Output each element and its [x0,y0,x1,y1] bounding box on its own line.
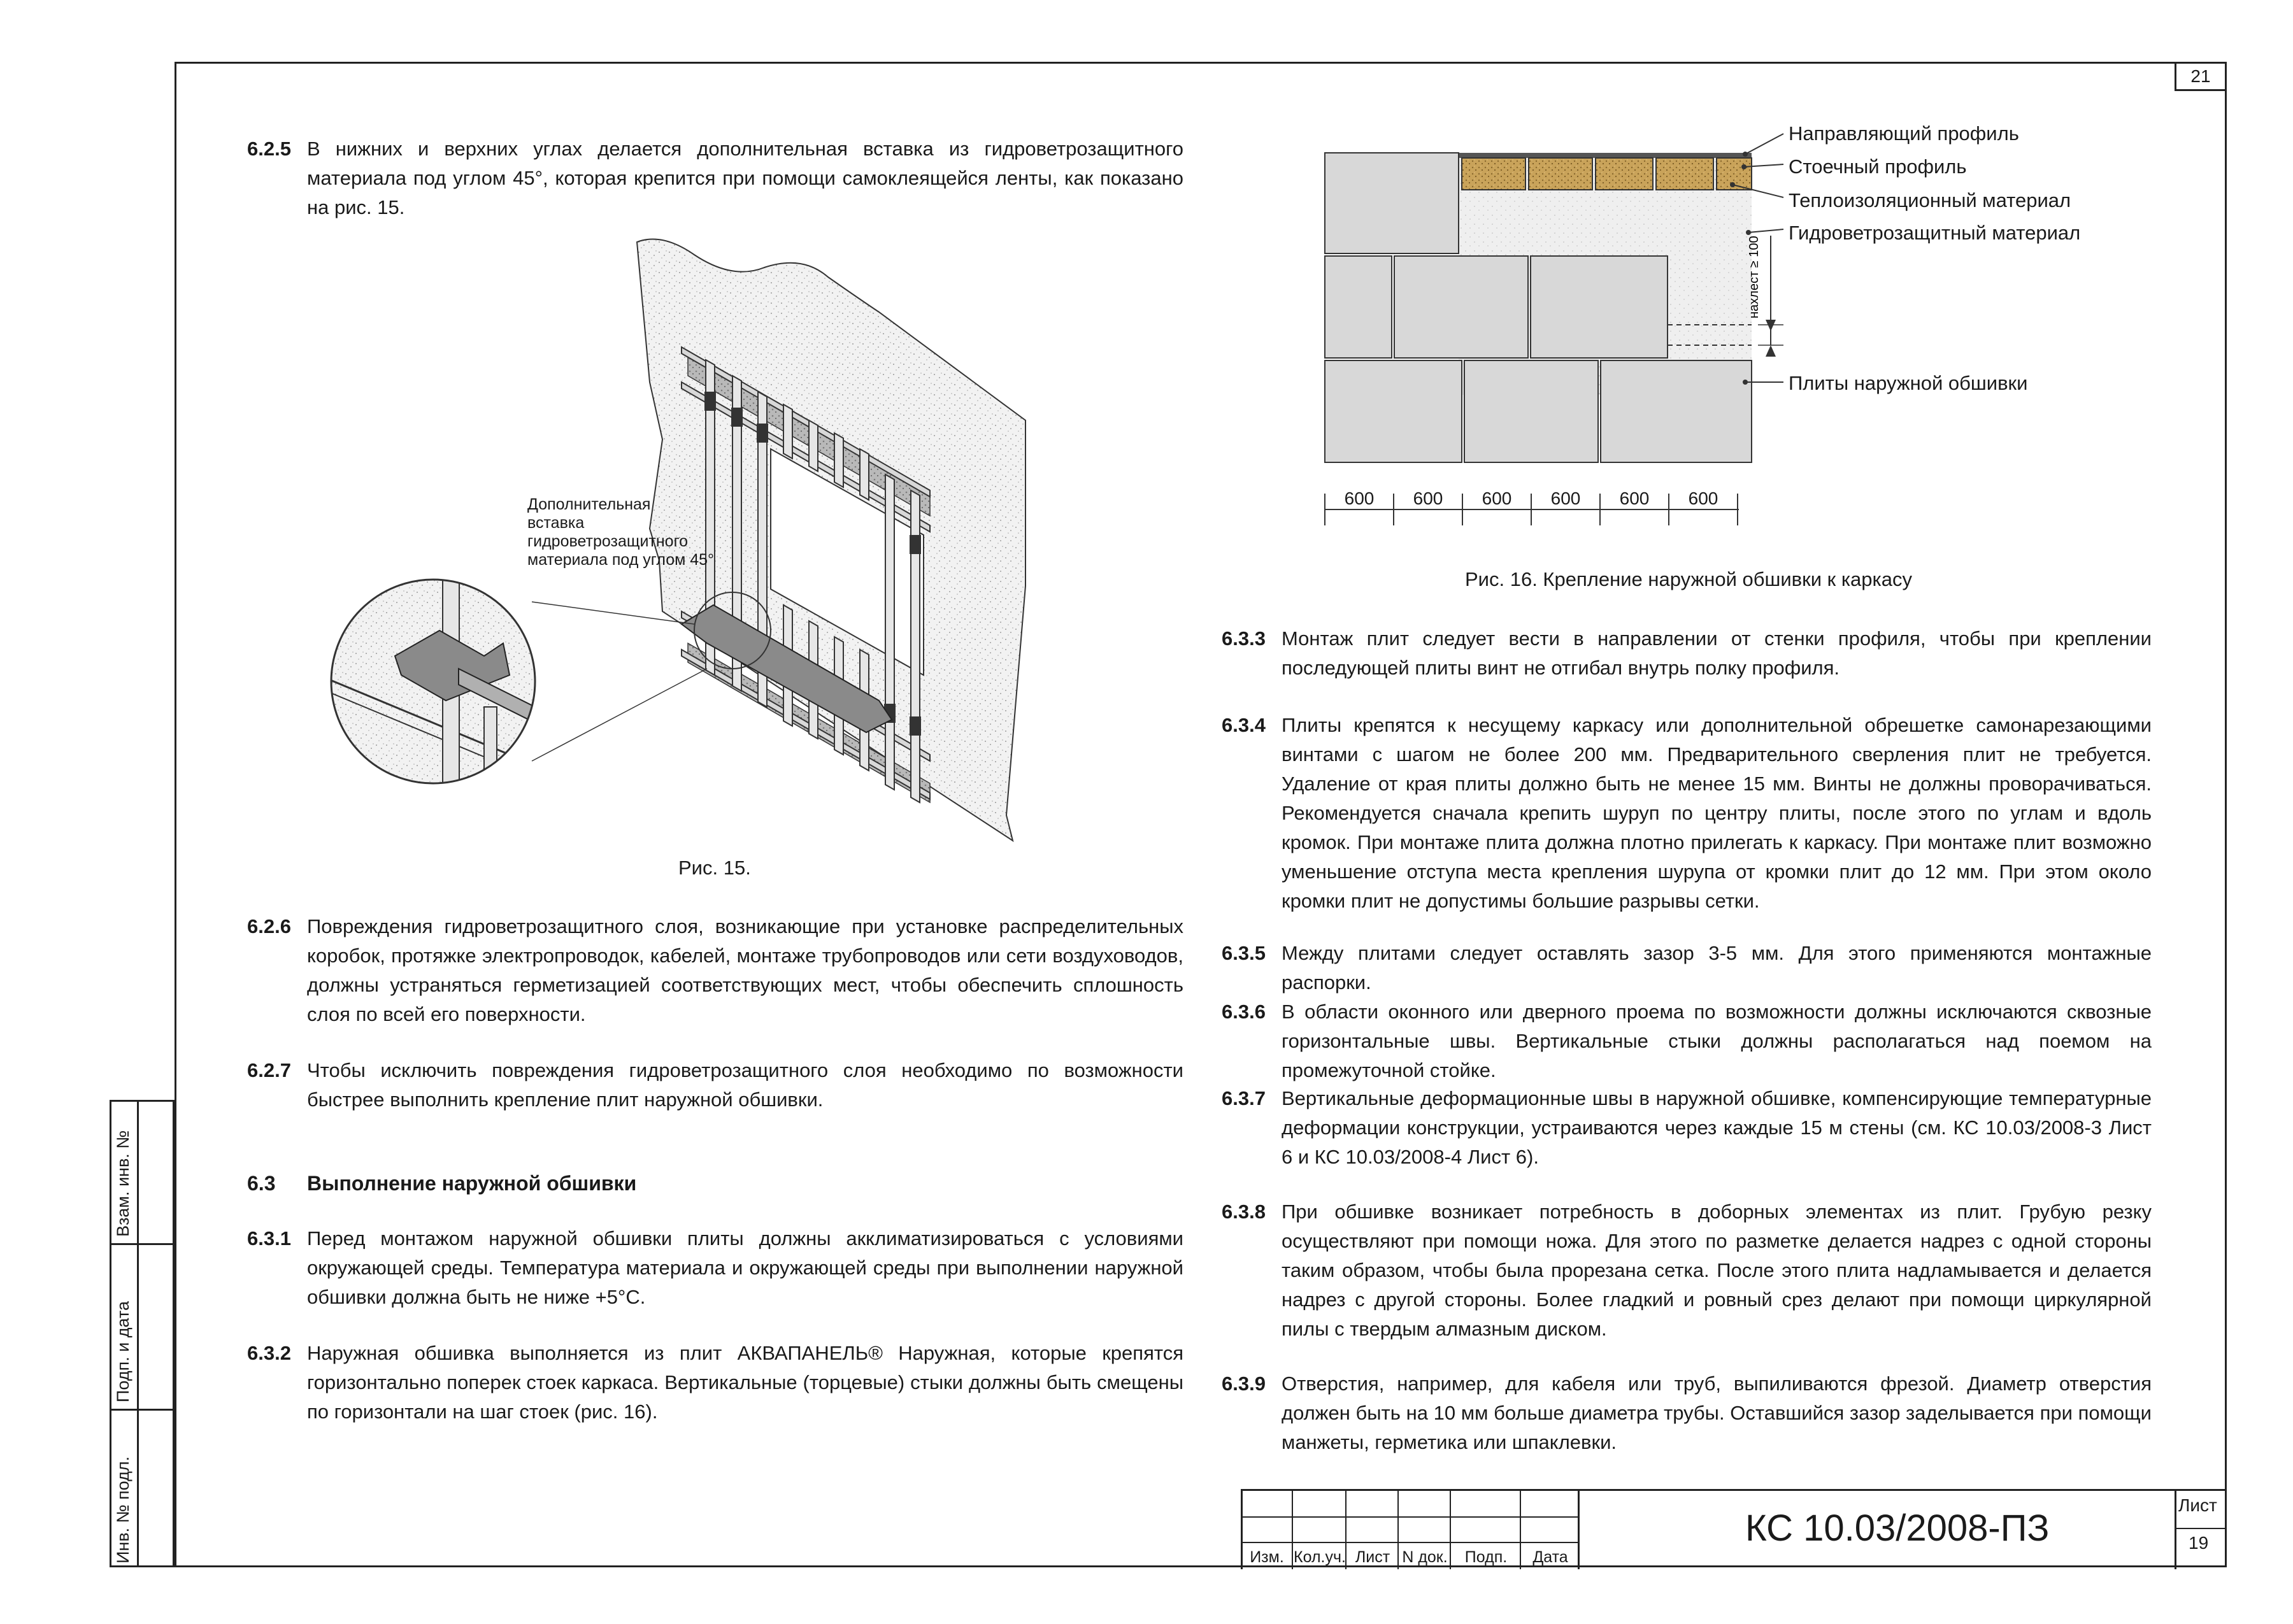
paragraph-6-3-2 [247,1339,1183,1427]
col-izm: Изм. [1250,1548,1284,1566]
paragraph-number: 6.3.8 [1222,1200,1266,1223]
side-label-podp: Подп. и дата [113,1300,132,1402]
sheet-label: Лист [2178,1495,2217,1515]
paragraph-number: 6.3.6 [1222,1001,1266,1023]
paragraph-6-2-7 [247,1056,1183,1115]
paragraph-6-3-7 [1222,1084,2152,1172]
paragraph-text: Между плитами следует оставлять зазор 3-5 мм. Для этого применяются монтажные распорки. [1282,942,2152,994]
col-ndok: N док. [1402,1548,1448,1566]
paragraph-6-3-9 [1222,1369,2152,1457]
paragraph-6-3-6 [1222,997,2152,1081]
dim-label: 600 [1482,488,1512,508]
label-guide-profile: Направляющий профиль [1789,122,2019,145]
paragraph-text: Отверстия, например, для кабеля или труб, выпиливаются фрезой. Диаметр отверстия должен быть на 10 мм больше диаметра трубы. Оставшийся зазор заделывается при помощи манжеты, герметика или шпаклевки. [1282,1372,2152,1453]
paragraph-text: В области оконного или дверного проема по возможности должны исключаются сквозные горизонтальные швы. Вертикальные стыки должны располагаться над поемом на промежуточной стойке. [1282,1001,2152,1081]
dim-label: 600 [1619,488,1650,508]
paragraph-number: 6.2.7 [247,1059,291,1081]
side-label-vzam: Взам. инв. № [113,1130,132,1237]
paragraph-text: При обшивке возникает потребность в доборных элементах из плит. Грубую резку осуществляют при помощи ножа. Для этого по разметке делается надрез с одной стороны таким образом, чтобы была прорезана сетка. После этого плита надламывается и делается надрез с другой стороны. Более гладкий и ровный срез делают при помощи циркулярной пилы с твердым алмазным диском. [1282,1200,2152,1340]
dim-label: 600 [1413,488,1443,508]
label-membrane: Гидроветрозащитный материал [1789,222,2081,244]
side-stamp-divider [110,1409,175,1411]
paragraph-text: В нижних и верхних углах делается дополнительная вставка из гидроветрозащитного материала под углом 45°, которая крепится при помощи самоклеящейся ленты, как показано на рис. 15. [307,138,1183,218]
callout-line: Дополнительная [527,495,651,513]
paragraph-6-2-5 [247,134,1183,218]
paragraph-6-3-8 [1222,1197,2152,1344]
callout-line: вставка [527,514,585,532]
label-stud-profile: Стоечный профиль [1789,155,1967,178]
paragraph-number: 6.2.6 [247,915,291,937]
section-title: Выполнение наружной обшивки [307,1172,637,1195]
col-koluch: Кол.уч. [1294,1548,1346,1566]
side-label-inv: Инв. № подл. [113,1456,132,1563]
paragraph-number: 6.3.9 [1222,1372,1266,1395]
sheet-number: 19 [2189,1533,2209,1553]
paragraph-text: Наружная обшивка выполняется из плит АКВАПАНЕЛЬ® Наружная, которые крепятся горизонтально поперек стоек каркаса. Вертикальные (торцевые) стыки должны быть смещены по горизонтали на шаг стоек (рис. 16). [307,1342,1183,1423]
side-stamp-divider [110,1243,175,1245]
dim-label: 600 [1550,488,1581,508]
paragraph-number: 6.3.7 [1222,1087,1266,1109]
title-block [1241,1489,2227,1569]
callout-line: материала под углом 45° [527,551,715,569]
paragraph-number: 6.2.5 [247,138,291,160]
figure-15-callout [527,495,714,569]
paragraph-number: 6.3.1 [247,1227,291,1250]
figure-15-caption: Рис. 15. [678,857,751,879]
paragraph-6-3-4 [1222,711,2152,916]
dim-label: 600 [1688,488,1718,508]
paragraph-text: Повреждения гидроветрозащитного слоя, возникающие при установке распределительных коробок, протяжке электропроводок, кабелей, монтаже трубопроводов или сети воздуховодов, должны устраняться герметизацией соответствующих мест, чтобы обеспечить сплошность слоя по всей его поверхности. [307,915,1183,1025]
paragraph-6-3-3 [1222,624,2152,683]
paragraph-number: 6.3.5 [1222,942,1266,964]
side-stamp-value-column [137,1100,175,1567]
paragraph-number: 6.3.4 [1222,714,1266,736]
paragraph-text: Перед монтажом наружной обшивки плиты должны акклиматизироваться с условиями окружающей среды. Температура материала и окружающей среды при выполнении наружной обшивки должна быть не ниже +5°С. [307,1227,1183,1308]
callout-line: гидроветрозащитного [527,532,689,550]
paragraph-text: Плиты крепятся к несущему каркасу или дополнительной обрешетке самонарезающими винтами с шагом не более 200 мм. Предварительного сверления плит не требуется. Удаление от края плиты должно быть не менее 15 мм. Винты не должны проворачиваться. Рекомендуется сначала крепить шуруп по центру плиты, после этого по углам и вдоль кромок. При монтаже плита должна плотно прилегать к каркасу. При монтаже плит возможно уменьшение отступа места крепления шурупа от кромки плит до 12 мм. При этом около кромки плит не допустимы большие разрывы сетки. [1282,714,2152,912]
side-stamp [110,1100,175,1567]
figure-16 [1312,115,2217,560]
paragraph-text: Монтаж плит следует вести в направлении от стенки профиля, чтобы при креплении последующей плиты винт не отгибал внутрь полку профиля. [1282,627,2152,679]
dim-label: 600 [1344,488,1375,508]
section-number: 6.3 [247,1172,276,1195]
label-insulation: Теплоизоляционный материал [1789,189,2071,211]
col-podp: Подп. [1464,1548,1508,1566]
col-list: Лист [1355,1548,1390,1566]
paragraph-number: 6.3.3 [1222,627,1266,650]
paragraph-number: 6.3.2 [247,1342,291,1364]
col-data: Дата [1532,1548,1568,1566]
label-boards: Плиты наружной обшивки [1789,372,2028,394]
paragraph-6-3-1 [247,1224,1183,1312]
figure-16-caption: Рис. 16. Крепление наружной обшивки к каркасу [1465,568,1913,590]
title-block-rule [2175,1528,2227,1529]
paragraph-6-2-6 [247,912,1183,1029]
document-code: КС 10.03/2008-ПЗ [1745,1507,2050,1549]
paragraph-6-3-5 [1222,939,2152,994]
overlap-label: нахлест ≥ 100 [1747,236,1761,318]
paragraph-text: Вертикальные деформационные швы в наружной обшивке, компенсирующие температурные деформации конструкции, устраиваются через каждые 15 м стены (см. КС 10.03/2008-3 Лист 6 и КС 10.03/2008-4 Лист 6). [1282,1087,2152,1168]
top-sheet-number: 21 [2175,62,2227,91]
paragraph-text: Чтобы исключить повреждения гидроветрозащитного слоя необходимо по возможности быстрее выполнить крепление плит наружной обшивки. [307,1059,1183,1111]
